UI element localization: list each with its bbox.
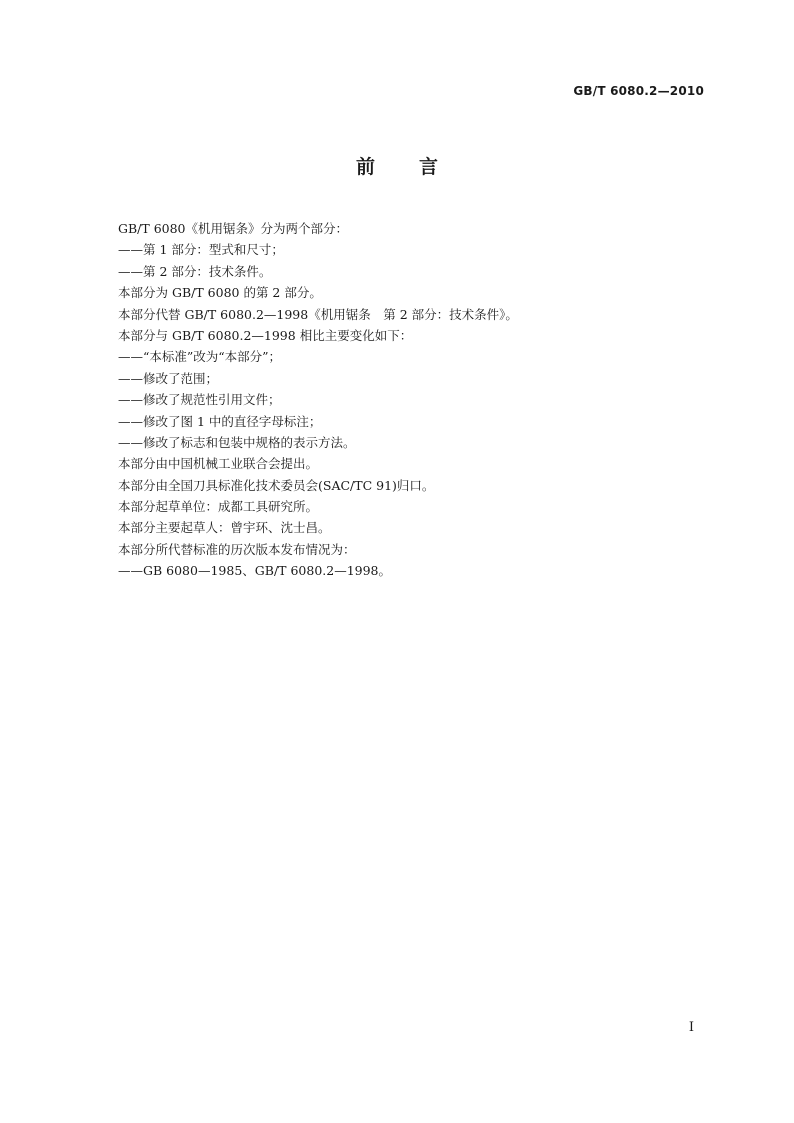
body-line: 本部分由中国机械工业联合会提出。	[118, 456, 319, 472]
body-line: 本部分主要起草人：曾宇环、沈士昌。	[118, 520, 331, 536]
standard-code: GB/T 6080.2—2010	[573, 84, 704, 98]
body-line: 本部分与 GB/T 6080.2—1998 相比主要变化如下：	[118, 327, 413, 343]
body-line: ——修改了标志和包装中规格的表示方法。	[118, 434, 356, 450]
body-line: 本部分为 GB/T 6080 的第 2 部分。	[118, 285, 322, 301]
body-line: 本部分由全国刀具标准化技术委员会(SAC/TC 91)归口。	[118, 477, 435, 493]
body-line: ——修改了范围；	[118, 370, 219, 386]
body-line: ——第 1 部分：型式和尺寸；	[118, 242, 284, 258]
page-title: 前言	[355, 156, 482, 178]
foreword-body	[118, 218, 698, 582]
body-line: 本部分所代替标准的历次版本发布情况为：	[118, 541, 356, 557]
body-line: ——GB 6080—1985、GB/T 6080.2—1998。	[118, 563, 392, 579]
body-line: 本部分代替 GB/T 6080.2—1998《机用锯条 第 2 部分：技术条件》。	[118, 306, 518, 322]
body-line: GB/T 6080《机用锯条》分为两个部分：	[118, 221, 349, 236]
body-line: ——修改了规范性引用文件；	[118, 392, 281, 408]
page-number: I	[688, 1020, 694, 1035]
body-line: 本部分起草单位：成都工具研究所。	[118, 499, 319, 515]
body-line: ——修改了图 1 中的直径字母标注；	[118, 413, 322, 429]
body-line: ——第 2 部分：技术条件。	[118, 263, 272, 279]
body-line: ——“本标准”改为“本部分”；	[118, 349, 282, 365]
